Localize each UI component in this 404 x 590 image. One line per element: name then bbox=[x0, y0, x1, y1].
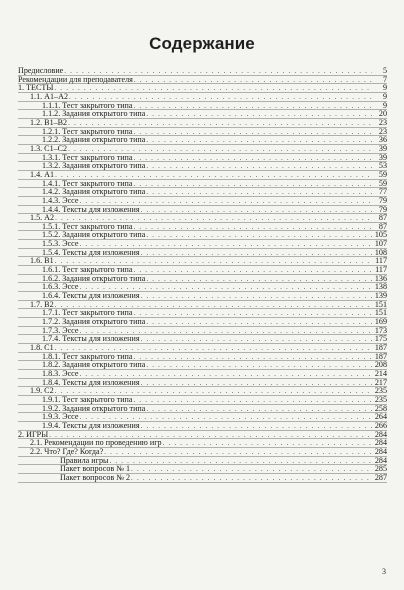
toc-entry-page: 39 bbox=[378, 152, 387, 162]
toc-entry-title: 1.8.2. Задания открытого типа bbox=[42, 360, 146, 370]
toc-entry-title: 1.7.1. Тест закрытого типа bbox=[42, 308, 133, 318]
toc-entry-title: 1.7. В2 bbox=[30, 299, 54, 309]
toc-entry-title: 1.7.2. Задания открытого типа bbox=[42, 317, 146, 327]
toc-entry-page: 151 bbox=[374, 299, 387, 309]
dot-leader bbox=[146, 231, 372, 240]
toc-entry-title: 1.4. А1 bbox=[30, 169, 55, 179]
dot-leader bbox=[54, 84, 372, 93]
dot-leader bbox=[141, 422, 372, 431]
toc-entry bbox=[18, 249, 387, 258]
toc-entry-page: 9 bbox=[382, 100, 387, 110]
dot-leader bbox=[146, 110, 372, 119]
dot-leader bbox=[133, 309, 372, 318]
toc-entry-page: 284 bbox=[374, 429, 387, 439]
toc-entry-title: 1.7.3. Эссе bbox=[42, 325, 79, 335]
toc-entry-page: 59 bbox=[378, 178, 387, 188]
toc-entry-page: 36 bbox=[378, 135, 387, 145]
toc-entry-page: 208 bbox=[374, 360, 387, 370]
dot-leader bbox=[104, 448, 372, 457]
dot-leader bbox=[133, 396, 372, 405]
toc-entry-page: 258 bbox=[374, 403, 387, 413]
toc-entry-title: 1.1.2. Задания открытого типа bbox=[42, 109, 146, 119]
toc-entry-title: 1.8. С1 bbox=[30, 343, 54, 352]
toc-entry-page: 7 bbox=[382, 74, 387, 84]
toc-entry-page: 23 bbox=[378, 117, 387, 127]
toc-entry-page: 23 bbox=[378, 126, 387, 136]
dot-leader bbox=[146, 318, 372, 327]
toc-entry-title: 1.6.1. Тест закрытого типа bbox=[42, 265, 133, 275]
toc-entry-page: 264 bbox=[374, 412, 387, 422]
toc-entry bbox=[18, 379, 387, 388]
toc-entry-title: 1.5.3. Эссе bbox=[42, 239, 79, 249]
dot-leader bbox=[146, 405, 372, 414]
toc-entry-page: 173 bbox=[374, 325, 387, 335]
dot-leader bbox=[141, 249, 372, 258]
toc-entry-title: 1.5.2. Задания открытого типа bbox=[42, 230, 146, 240]
toc-entry bbox=[18, 136, 387, 145]
toc-entry-page: 79 bbox=[378, 195, 387, 205]
toc-entry-title: 1.3.1. Тест закрытого типа bbox=[42, 152, 133, 162]
toc-entry-title: 1.7.4. Тексты для изложения bbox=[42, 334, 140, 344]
toc-entry-title: 1.6.2. Задания открытого типа bbox=[42, 273, 146, 283]
toc-entry-page: 39 bbox=[378, 143, 387, 153]
toc-entry-title: 1.1. А1–А2 bbox=[30, 91, 68, 101]
toc-entry-title: Пакет вопросов № 2 bbox=[60, 472, 131, 482]
toc-entry-title: Предисловие bbox=[18, 66, 64, 75]
table-of-contents bbox=[18, 67, 387, 483]
toc-entry-title: 1.5.4. Тексты для изложения bbox=[42, 247, 140, 257]
dot-leader bbox=[133, 266, 372, 275]
toc-entry-title: 1.3.2. Задания открытого типа bbox=[42, 161, 146, 171]
dot-leader bbox=[133, 102, 372, 111]
toc-entry-page: 117 bbox=[375, 256, 387, 266]
toc-entry-page: 79 bbox=[378, 204, 387, 214]
toc-entry-page: 9 bbox=[382, 83, 387, 93]
dot-leader bbox=[141, 379, 372, 388]
toc-entry-page: 266 bbox=[374, 420, 387, 430]
toc-entry-page: 105 bbox=[374, 230, 387, 240]
toc-entry-page: 151 bbox=[374, 308, 387, 318]
toc-entry-title: 1.9.2. Задания открытого типа bbox=[42, 403, 146, 413]
toc-entry-title: Правила игры bbox=[60, 455, 109, 465]
toc-entry-title: 1.3. С1–С2 bbox=[30, 143, 68, 153]
toc-entry bbox=[18, 422, 387, 431]
toc-entry bbox=[18, 335, 387, 344]
toc-entry bbox=[18, 474, 387, 483]
toc-entry-page: 87 bbox=[378, 221, 387, 231]
toc-entry-title: 1.2. В1–В2 bbox=[30, 117, 68, 127]
toc-entry-title: 1.4.3. Эссе bbox=[42, 195, 79, 205]
toc-entry-page: 53 bbox=[378, 161, 387, 171]
dot-leader bbox=[131, 474, 372, 483]
toc-entry-title: 1.2.1. Тест закрытого типа bbox=[42, 126, 133, 136]
dot-leader bbox=[109, 457, 372, 466]
toc-entry bbox=[18, 292, 387, 301]
toc-entry-title: 1.8.4. Тексты для изложения bbox=[42, 377, 140, 387]
toc-entry-page: 284 bbox=[374, 438, 387, 448]
toc-entry-page: 136 bbox=[374, 273, 387, 283]
toc-entry-page: 284 bbox=[374, 455, 387, 465]
toc-entry-page: 169 bbox=[374, 317, 387, 327]
toc-entry-page: 77 bbox=[378, 187, 387, 197]
toc-entry-page: 59 bbox=[378, 169, 387, 179]
toc-entry-page: 214 bbox=[374, 368, 387, 378]
toc-entry-page: 217 bbox=[374, 377, 387, 387]
toc-entry-title: 1.9. С2 bbox=[30, 386, 54, 396]
toc-entry-page: 284 bbox=[374, 446, 387, 456]
toc-entry-page: 108 bbox=[374, 247, 387, 257]
toc-entry-title: 1.9.3. Эссе bbox=[42, 412, 79, 422]
toc-entry-title: 1.6. В1 bbox=[30, 256, 54, 266]
dot-leader bbox=[133, 180, 372, 189]
toc-entry-title: 1.5.1. Тест закрытого типа bbox=[42, 221, 133, 231]
toc-entry-page: 138 bbox=[374, 282, 387, 292]
page-number: 3 bbox=[382, 567, 386, 576]
toc-entry bbox=[18, 162, 387, 171]
dot-leader bbox=[141, 206, 372, 215]
toc-entry-title: 1.6.3. Эссе bbox=[42, 282, 79, 292]
page-title: Содержание bbox=[149, 34, 255, 53]
toc-entry-title: 2. ИГРЫ bbox=[18, 429, 49, 439]
toc-entry-page: 5 bbox=[382, 66, 387, 75]
toc-entry bbox=[18, 110, 387, 119]
toc-entry-title: 1.5. А2 bbox=[30, 213, 55, 223]
toc-entry-page: 117 bbox=[375, 265, 387, 275]
toc-entry-title: Рекомендации для преподавателя bbox=[18, 74, 133, 84]
toc-entry-title: 1.6.4. Тексты для изложения bbox=[42, 291, 140, 301]
toc-entry-title: 1.1.1. Тест закрытого типа bbox=[42, 100, 133, 110]
toc-entry-page: 87 bbox=[378, 213, 387, 223]
toc-entry-title: 1.9.1. Тест закрытого типа bbox=[42, 394, 133, 404]
dot-leader bbox=[133, 154, 372, 163]
toc-entry-page: 20 bbox=[378, 109, 387, 119]
toc-entry-page: 287 bbox=[374, 472, 387, 482]
dot-leader bbox=[163, 439, 372, 448]
dot-leader bbox=[133, 353, 372, 362]
dot-leader bbox=[134, 76, 372, 85]
toc-entry-page: 175 bbox=[374, 334, 387, 344]
toc-entry-page: 187 bbox=[374, 343, 387, 352]
toc-entry-title: 1. ТЕСТЫ bbox=[18, 83, 54, 93]
toc-entry-page: 285 bbox=[374, 464, 387, 474]
toc-entry bbox=[18, 206, 387, 215]
dot-leader bbox=[141, 292, 372, 301]
toc-entry-title: 2.1. Рекомендации по проведению игр bbox=[30, 438, 162, 448]
toc-entry-title: Пакет вопросов № 1 bbox=[60, 464, 131, 474]
toc-entry-title: 1.2.2. Задания открытого типа bbox=[42, 135, 146, 145]
dot-leader bbox=[146, 361, 372, 370]
toc-entry-title: 1.4.1. Тест закрытого типа bbox=[42, 178, 133, 188]
toc-entry bbox=[18, 84, 387, 93]
dot-leader bbox=[141, 335, 372, 344]
dot-leader bbox=[146, 162, 372, 171]
toc-entry-page: 107 bbox=[374, 239, 387, 249]
toc-entry-page: 9 bbox=[382, 91, 387, 101]
toc-entry-title: 2.2. Что? Где? Когда? bbox=[30, 446, 104, 456]
toc-entry-page: 235 bbox=[374, 394, 387, 404]
dot-leader bbox=[133, 128, 372, 137]
toc-entry-title: 1.4.4. Тексты для изложения bbox=[42, 204, 140, 214]
dot-leader bbox=[131, 465, 372, 474]
dot-leader bbox=[146, 188, 372, 197]
dot-leader bbox=[146, 275, 372, 284]
toc-entry-title: 1.8.1. Тест закрытого типа bbox=[42, 351, 133, 361]
dot-leader bbox=[133, 223, 372, 232]
toc-entry-page: 139 bbox=[374, 291, 387, 301]
toc-entry-page: 235 bbox=[374, 386, 387, 396]
dot-leader bbox=[146, 136, 372, 145]
toc-entry-title: 1.9.4. Тексты для изложения bbox=[42, 420, 140, 430]
toc-entry-title: 1.8.3. Эссе bbox=[42, 368, 79, 378]
toc-entry bbox=[18, 76, 387, 85]
toc-entry-page: 187 bbox=[374, 351, 387, 361]
toc-entry-title: 1.4.2. Задания открытого типа bbox=[42, 187, 146, 197]
